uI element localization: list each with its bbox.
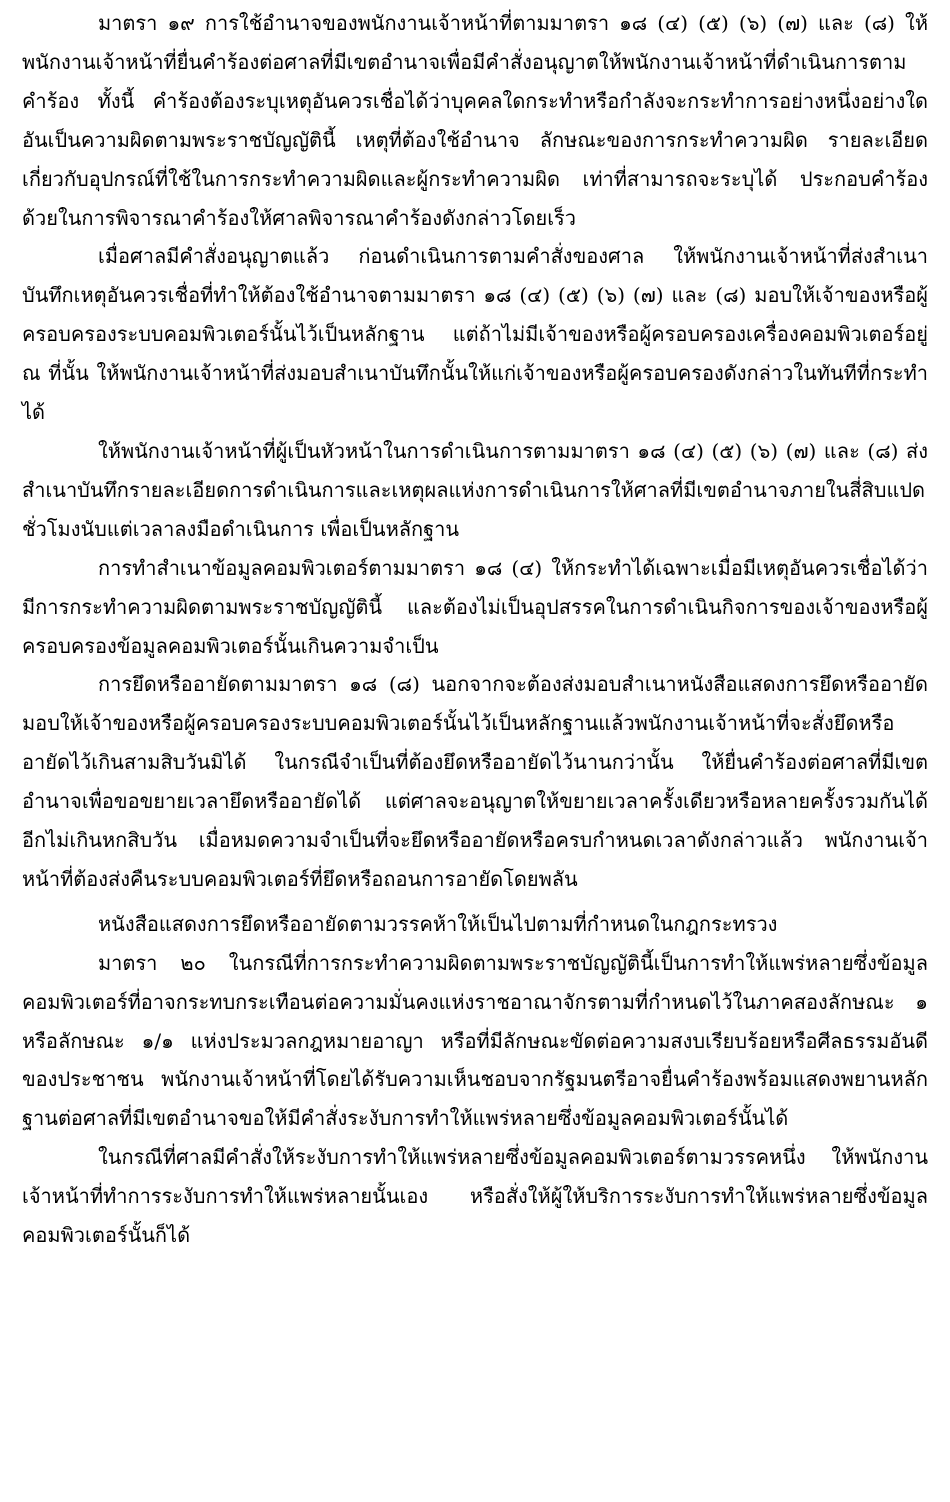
paragraph-section-20: มาตรา ๒๐ ในกรณีที่การกระทำความผิดตามพระราชบัญญัตินี้เป็นการทำให้แพร่หลายซึ่งข้อมูลคอมพิวเตอร์ที่อาจกระทบกระเทือนต่อความมั่นคงแห่งราชอาณาจักรตามที่กำหนดไว้ในภาคสองลักษณะ ๑ หรือลักษณะ ๑/๑ แห่งประมวลกฎหมายอาญา หรือที่มีลักษณะขัดต่อความสงบเรียบร้อยหรือศีลธรรมอันดีของประชาชน พนักงานเจ้าหน้าที่โดยได้รับความเห็นชอบจากรัฐมนตรีอาจยื่นคำร้องพร้อมแสดงพยานหลักฐานต่อศาลที่มีเขตอำนาจขอให้มีคำสั่งระงับการทำให้แพร่หลายซึ่งข้อมูลคอมพิวเตอร์นั้นได้ — [22, 950, 928, 1131]
paragraph-data-copy: การทำสำเนาข้อมูลคอมพิวเตอร์ตามมาตรา ๑๘ (๔) ให้กระทำได้เฉพาะเมื่อมีเหตุอันควรเชื่อได้ว่ามีการกระทำความผิดตามพระราชบัญญัตินี้ และต้องไม่เป็นอุปสรรคในการดำเนินกิจการของเจ้าของหรือผู้ครอบครองข้อมูลคอมพิวเตอร์นั้นเกินความจำเป็น — [22, 555, 928, 658]
paragraph-seizure-document: หนังสือแสดงการยึดหรืออายัดตามวรรคห้าให้เป็นไปตามที่กำหนดในกฎกระทรวง — [98, 911, 778, 936]
paragraph-seizure: การยึดหรืออายัดตามมาตรา ๑๘ (๘) นอกจากจะต้องส่งมอบสำเนาหนังสือแสดงการยึดหรืออายัดมอบให้เจ้าของหรือผู้ครอบครองระบบคอมพิวเตอร์นั้นไว้เป็นหลักฐานแล้วพนักงานเจ้าหน้าที่จะสั่งยึดหรืออายัดไว้เกินสามสิบวันมิได้ ในกรณีจำเป็นที่ต้องยึดหรืออายัดไว้นานกว่านั้น ให้ยื่นคำร้องต่อศาลที่มีเขตอำนาจเพื่อขอขยายเวลายึดหรืออายัดได้ แต่ศาลจะอนุญาตให้ขยายเวลาครั้งเดียวหรือหลายครั้งรวมกันได้อีกไม่เกินหกสิบวัน เมื่อหมดความจำเป็นที่จะยึดหรืออายัดหรือครบกำหนดเวลาดังกล่าวแล้ว พนักงานเจ้าหน้าที่ต้องส่งคืนระบบคอมพิวเตอร์ที่ยึดหรือถอนการอายัดโดยพลัน — [22, 672, 928, 891]
paragraph-section-19: มาตรา ๑๙ การใช้อำนาจของพนักงานเจ้าหน้าที่ตามมาตรา ๑๘ (๔) (๕) (๖) (๗) และ (๘) ให้พนักงานเจ้าหน้าที่ยื่นคำร้องต่อศาลที่มีเขตอำนาจเพื่อมีคำสั่งอนุญาตให้พนักงานเจ้าหน้าที่ดำเนินการตามคำร้อง ทั้งนี้ คำร้องต้องระบุเหตุอันควรเชื่อได้ว่าบุคคลใดกระทำหรือกำลังจะกระทำการอย่างหนึ่งอย่างใดอันเป็นความผิดตามพระราชบัญญัตินี้ เหตุที่ต้องใช้อำนาจ ลักษณะของการกระทำความผิด รายละเอียดเกี่ยวกับอุปกรณ์ที่ใช้ในการกระทำความผิดและผู้กระทำความผิด เท่าที่สามารถจะระบุได้ ประกอบคำร้องด้วยในการพิจารณาคำร้องให้ศาลพิจารณาคำร้องดังกล่าวโดยเร็ว — [22, 11, 928, 230]
paragraph-suspension-order: ในกรณีที่ศาลมีคำสั่งให้ระงับการทำให้แพร่หลายซึ่งข้อมูลคอมพิวเตอร์ตามวรรคหนึ่ง ให้พนักงานเจ้าหน้าที่ทำการระงับการทำให้แพร่หลายนั้นเอง หรือสั่งให้ผู้ให้บริการระงับการทำให้แพร่หลายซึ่งข้อมูลคอมพิวเตอร์นั้นก็ได้ — [22, 1145, 928, 1248]
paragraph-head-officer-report: ให้พนักงานเจ้าหน้าที่ผู้เป็นหัวหน้าในการดำเนินการตามมาตรา ๑๘ (๔) (๕) (๖) (๗) และ (๘) ส่งสำเนาบันทึกรายละเอียดการดำเนินการและเหตุผลแห่งการดำเนินการให้ศาลที่มีเขตอำนาจภายในสี่สิบแปดชั่วโมงนับแต่เวลาลงมือดำเนินการ เพื่อเป็นหลักฐาน — [22, 438, 928, 541]
paragraph-court-order-copy: เมื่อศาลมีคำสั่งอนุญาตแล้ว ก่อนดำเนินการตามคำสั่งของศาล ให้พนักงานเจ้าหน้าที่ส่งสำเนาบันทึกเหตุอันควรเชื่อที่ทำให้ต้องใช้อำนาจตามมาตรา ๑๘ (๔) (๕) (๖) (๗) และ (๘) มอบให้เจ้าของหรือผู้ครอบครองระบบคอมพิวเตอร์นั้นไว้เป็นหลักฐาน แต่ถ้าไม่มีเจ้าของหรือผู้ครอบครองเครื่องคอมพิวเตอร์อยู่ ณ ที่นั้น ให้พนักงานเจ้าหน้าที่ส่งมอบสำเนาบันทึกนั้นให้แก่เจ้าของหรือผู้ครอบครองดังกล่าวในทันทีที่กระทำได้ — [22, 244, 928, 425]
